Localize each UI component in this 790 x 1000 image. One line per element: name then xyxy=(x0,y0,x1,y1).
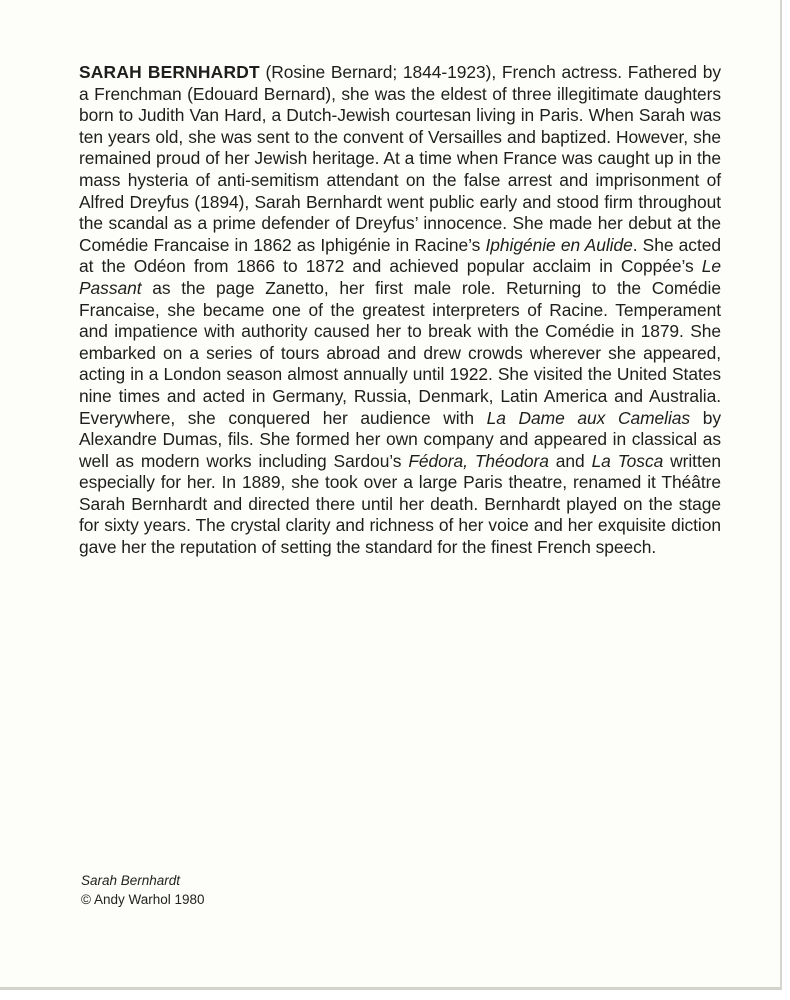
biography-paragraph xyxy=(79,62,721,559)
caption-block xyxy=(81,871,205,909)
work-title-la-dame-aux-camelias: La Dame aux Camelias xyxy=(486,407,691,428)
artwork-title: Sarah Bernhardt xyxy=(81,873,181,888)
bio-text-part-2: . She acted at the Odéon from 1866 to 1872 and achieved popular acclaim in Coppée’s xyxy=(79,234,721,277)
subject-name: SARAH BERNHARDT xyxy=(79,62,260,82)
bio-text-part-3: as the page Zanetto, her first male role. Returning to the Comédie Francaise, she became one of the greatest interpreters of Racine. Temperament and impatience with authority caused her to break with the Comédie in 1879. She embarked on a series of tours abroad and drew crowds wherever she appeared, acting in a London season almost annually until 1922. She visited the United States nine times and acted in Germany, Russia, Denmark, Latin America and Australia. Everywhere, she conquered her audience with xyxy=(79,277,721,428)
work-title-le-passant: Le Passant xyxy=(79,256,721,298)
work-title-fedora-theodora: Fédora, Théodora xyxy=(408,450,549,471)
copyright-line: © Andy Warhol 1980 xyxy=(81,892,205,907)
bio-text-part-1: (Rosine Bernard; 1844-1923), French actress. Fathered by a Frenchman (Edouard Bernard), she was the eldest of three illegitimate daughters born to Judith Van Hard, a Dutch-Jewish courtesan living in Paris. When Sarah was ten years old, she was sent to the convent of Versailles and baptized. However, she remained proud of her Jewish heritage. At a time when France was caught up in the mass hysteria of anti-semitism attendant on the false arrest and imprisonment of Alfred Dreyfus (1894), Sarah Bernhardt went public early and stood firm throughout the scandal as a prime defender of Dreyfus’ innocence. She made her debut at the Comédie Francaise in 1862 as Iphigénie in Racine’s xyxy=(79,62,721,255)
bio-text-part-4: by Alexandre Dumas, fils. She formed her own company and appeared in classical as well as modern works including Sardou’s xyxy=(79,407,721,471)
work-title-iphigenie: Iphigénie en Aulide xyxy=(485,234,633,255)
work-title-la-tosca: La Tosca xyxy=(591,450,664,471)
bio-text-part-6: written especially for her. In 1889, she took over a large Paris theatre, renamed it Théâtre Sarah Bernhardt and directed there until her death. Bernhardt played on the stage for sixty years. The crystal clarity and richness of her voice and her exquisite diction gave her the reputation of setting the standard for the finest French speech. xyxy=(79,450,721,558)
bio-text-part-5: and xyxy=(548,450,592,471)
